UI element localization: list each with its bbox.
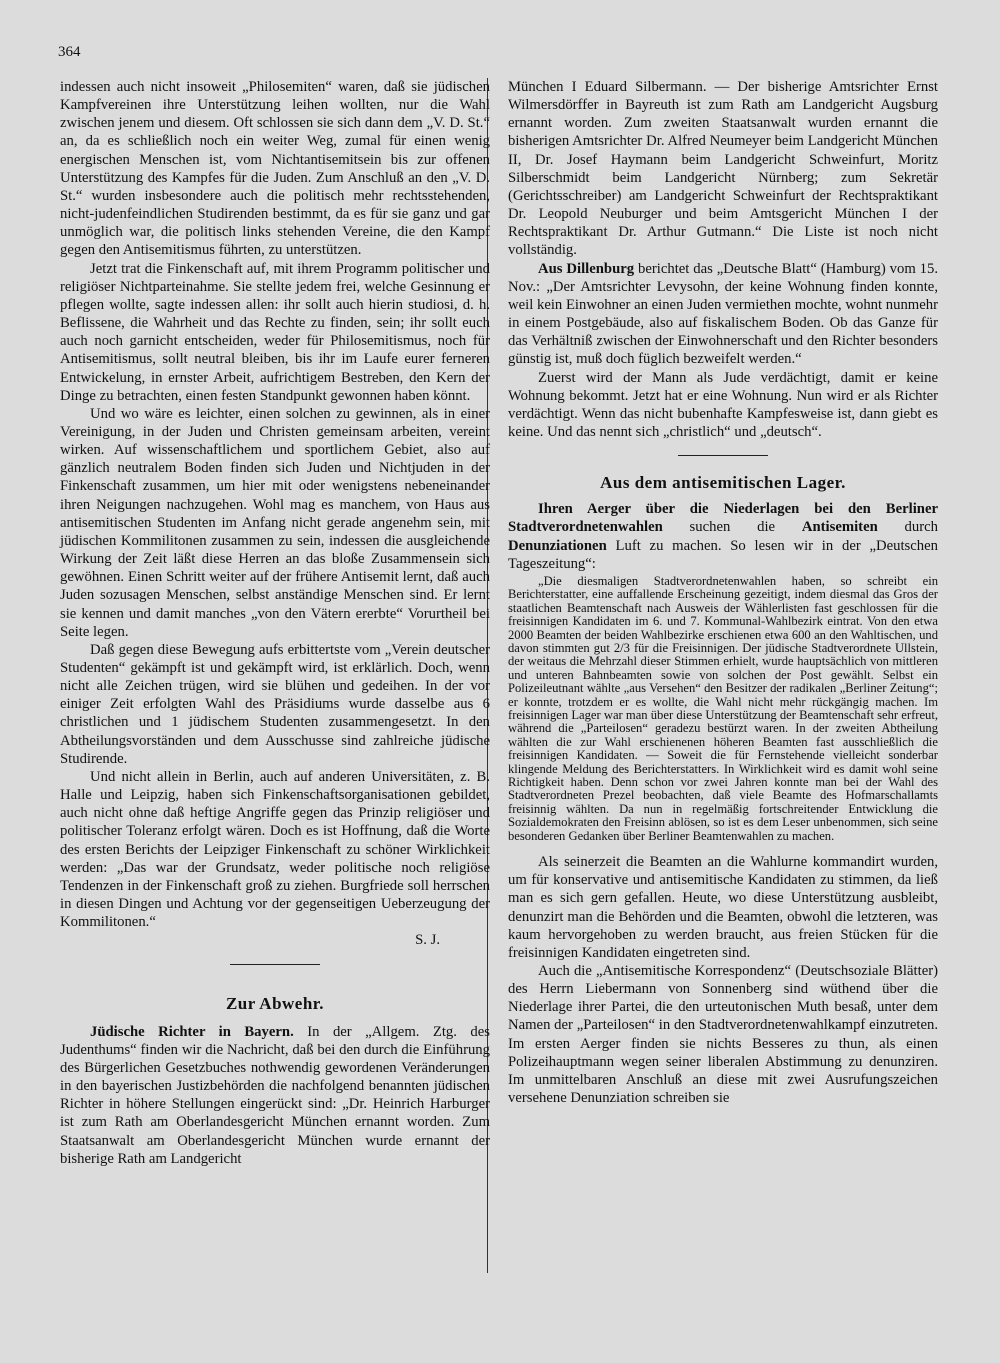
text-run-bold: Denunziationen bbox=[508, 537, 607, 554]
left-column bbox=[60, 78, 490, 1168]
paragraph: indessen auch nicht insoweit „Philosemiten“ waren, daß sie jüdischen Kampfvereinen ihre Unterstützung leihen wollten, nur die Wahl zwischen jenem und diesem. Oft schlossen sie sich dann dem „V. D. St.“ an, da es schließlich noch ein weiter Weg, zumal für einen wenig energischen Menschen ist, vom Nichtantisemitsein bis zur offenen Unterstützung des Kampfes für die Juden. Zum Anschluß an den „V. D. St.“ wurden insbesondere auch die politisch mehr rechtsstehenden, nicht-judenfeindlichen Studirenden bestimmt, da es für sie ganz und gar unmöglich war, die politisch links stehenden Vereine, die den Kampf gegen den Antisemitismus führten, zu unterstützen. bbox=[60, 79, 490, 259]
quotation: „Die diesmaligen Stadtverordnetenwahlen haben, so schreibt ein Berichterstatter, eine auffallende Erscheinung gezeitigt, indem diesmal das Gros der staatlichen Beamtenschaft nach Ausweis der Wählerlisten fast geschlossen für die freisinnigen Kandidaten im 6. und 7. Kommunal-Wahlbezirk eintrat. Von den etwa 2000 Beamten der beiden Wahlbezirke erschienen etwa 600 an den Wahltischen, und davon stimmten gut 2/3 für die Freisinnigen. Der jüdische Stadtverordnete Ullstein, der weitaus die Mehrzahl dieser Stimmen erhielt, wurde hauptsächlich von mittleren und unteren Bahnbeamten sowie von solchen der Post gewählt. Selbst ein Polizeileutnant wählte „aus Versehen“ den Besitzer der radikalen „Berliner Zeitung“; er konnte, trotzdem er es wollte, die Wahl nicht mehr rückgängig machen. Im freisinnigen Lager war man über diese Unterstützung der Beamtenschaft sehr erfreut, während die „Parteilosen“ geradezu bestürzt waren. In der zweiten Abtheilung wählten die zur Wahl erschienenen höheren Beamten fast ausschließlich die freisinnigen Kandidaten. — Soweit die für Fernstehende vielleicht sonderbar klingende Meldung des Berichterstatters. In Wirklichkeit wird es damit wohl seine Richtigkeit haben. Denn schon vor zwei Jahren konnte man bei der Wahl des Stadtverordneten Prezel beobachten, daß viele Beamte des Hofmarschallamts freisinnig wählten. Da nun in regelmäßig fortschreitender Entwicklung die Sozialdemokraten den Freisinn ablösen, so ist es dem Leser unbenommen, sich seine besonderen Gedanken über Berliner Beamtenwahlen zu machen. bbox=[508, 573, 938, 843]
text-run: Luft zu machen. So lesen wir in der „Deutschen Tageszeitung“: bbox=[508, 537, 938, 572]
right-column bbox=[508, 78, 938, 1107]
quotation-block bbox=[508, 575, 938, 843]
paragraph: Und nicht allein in Berlin, auch auf anderen Universitäten, z. B. Halle und Leipzig, haben sich Finkenschaftsorganisationen gebildet, auch nicht ohne daß heftige Angriffe gegen das Prinzip religiöser und politischer Toleranz erfolgt wären. Doch es ist Hoffnung, daß die Worte des ersten Berichts der Leipziger Finkenschaft zu schöner Wirklichkeit werden: „Das war der Grundsatz, weder politische noch religiöse Tendenzen in der Finkenschaft groß zu ziehen. Burgfriede soll herrschen in diesen Dingen und Achtung vor der gegenseitigen Ueberzeugung der Kommilitonen.“ bbox=[60, 768, 490, 931]
article-lead: Ihren Aerger über die Niederlagen bei den Berliner Stadtverordnetenwahlen bbox=[508, 501, 938, 536]
text-run: suchen die bbox=[662, 519, 802, 536]
article-lead: Aus Dillenburg bbox=[538, 260, 635, 277]
text-run: durch bbox=[877, 519, 938, 536]
paragraph: In der „Allgem. Ztg. des Judenthums“ finden wir die Nachricht, daß bei den durch die Einführung des Bürgerlichen Gesetzbuches nothwendig gewordenen Veränderungen in den bayerischen Justizbehörden die nachfolgend benannten jüdischen Richter in höhere Stellungen eingerückt sind: „Dr. Heinrich Harburger ist zum Rath am Oberlandesgericht München ernannt worden. Zum Staatsanwalt am Oberlandesgericht München wurde ernannt der bisherige Rath am Landgericht bbox=[60, 1023, 490, 1167]
section-heading: Aus dem antisemitischen Lager. bbox=[600, 473, 846, 493]
text-run-bold: Antisemiten bbox=[801, 519, 878, 536]
paragraph: Und wo wäre es leichter, einen solchen zu gewinnen, als in einer Vereinigung, in der Juden und Christen gemeinsam arbeiten, vereint wirken. Auf wissenschaftlichem und sportlichem Gebiet, also auf gänzlich neutralem Boden finden sich Juden und Nichtjuden in der Finkenschaft zusammen, um hier mit oder wenigstens nebeneinander ihren Neigungen nachzugehen. Wohl mag es manchem, von Haus aus antisemitischen Studenten im Anfang nicht gerade angenehm sein, mit jüdischen Kommilitonen zusammen zu sein, indessen die ausgleichende Wirkung der Zeit läßt diese Herren an das bloße Zusammensein sich gewöhnen. Einen Schritt weiter auf der frühere Antisemit lernt, daß auch Juden sozusagen Menschen, selbst anständige Menschen sind. Er lernt sie kennen und damit manches „von den Vätern ererbte“ Vorurtheil bei Seite legen. bbox=[60, 405, 490, 640]
paragraph: Als seinerzeit die Beamten an die Wahlurne kommandirt wurden, um für konservative und antisemitische Kandidaten zu stimmen, da ließ man es sich gern gefallen. Heute, wo diese Unterstützung ausbleibt, denunzirt man die Behörden und die Beamten, obwohl die letzteren, was kaum hervorgehoben zu werden braucht, aus freien Stücken für die freisinnigen Kandidaten eingetreten sind. bbox=[508, 854, 938, 961]
page-number: 364 bbox=[58, 44, 81, 60]
article-subheading: Jüdische Richter in Bayern. bbox=[90, 1023, 294, 1040]
section-divider bbox=[230, 964, 320, 965]
article-signature: S. J. bbox=[415, 932, 440, 949]
paragraph: München I Eduard Silbermann. — Der bisherige Amtsrichter Ernst Wilmersdörffer in Bayreuth ist zum Rath am Landgericht Augsburg ernannt worden. Zum zweiten Staatsanwalt wurden ernannt die bisherigen Amtsrichter Dr. Alfred Neumeyer beim Landgericht München II, Dr. Josef Haymann beim Landgericht Schweinfurt, Moritz Silberschmidt beim Landgericht Nürnberg; zum Sekretär (Gerichtsschreiber) am Landgericht Schweinfurt der Rechtspraktikant Dr. Leopold Neuburger und beim Amtsgericht München I der Rechtspraktikant Dr. Arthur Gutmann.“ Die Liste ist noch nicht vollständig. bbox=[508, 79, 938, 259]
paragraph: Auch die „Antisemitische Korrespondenz“ (Deutschsoziale Blätter) des Herrn Liebermann von Sonnenberg sind wüthend über die Niederlage ihrer Partei, die den urteutonischen Muth besaß, unter dem Namen der „Parteilosen“ in den Stadtverordnetenwahlkampf einzutreten. Im ersten Aerger finden sie nichts Besseres zu thun, als einen Polizeihauptmann wegen seiner liberalen Abstimmung zu denunziren. Im unmittelbaren Anschluß an diese mit zwei Ausrufungszeichen versehene Denunziation schreiben sie bbox=[508, 962, 938, 1107]
paragraph: Jetzt trat die Finkenschaft auf, mit ihrem Programm politischer und religiöser Nichtparteinahme. Sie stellte jedem frei, welche Gesinnung er pflegen wollte, sagte indessen allen: ihr sollt auch hierin studiosi, d. h. Beflissene, die Wahrheit und das Rechte zu finden, sein; ihr sollt euch auch noch garnicht entscheiden, weder für Philosemitismus, noch für Antisemitismus, sollt neutral bleiben, bis ihr im Laufe eurer ferneren Entwickelung, in ernster Arbeit, aufrichtigem Bestreben, den Kern der Dinge zu betrachten, einen festen Standpunkt gewonnen haben könnt. bbox=[60, 260, 490, 404]
section-heading: Zur Abwehr. bbox=[225, 993, 325, 1013]
paragraph: berichtet das „Deutsche Blatt“ (Hamburg) vom 15. Nov.: „Der Amtsrichter Levysohn, der keine Wohnung finden konnte, weil kein Einwohner an einen Juden vermiethen mochte, wohnt nunmehr in einem Postgebäude, also auf fiskalischem Boden. Ob das Ganze für das Verhältniß zwischen der Einwohnerschaft und den Richter besonders günstig ist, muß doch füglich bezweifelt werden.“ bbox=[508, 260, 938, 368]
paragraph: Daß gegen diese Bewegung aufs erbittertste vom „Verein deutscher Studenten“ gekämpft ist und gekämpft wird, ist erklärlich. Doch, wenn nicht alle Zeichen trügen, wird sie blühen und gedeihen. In der vor einiger Zeit erfolgten Wahl des Präsidiums wurde dasselbe aus 6 christlichen und 1 jüdischem Studenten zusammengesetzt. In den Abtheilungsvorständen und dem Ausschusse sind zahlreiche jüdische Studirende. bbox=[60, 641, 490, 767]
section-divider bbox=[678, 455, 768, 456]
paragraph: Zuerst wird der Mann als Jude verdächtigt, damit er keine Wohnung bekommt. Jetzt hat er eine Wohnung. Nun wird er als Richter verdächtigt. Wenn das nicht bubenhafte Kampfesweise ist, dann giebt es keine. Und das nennt sich „christlich“ und „deutsch“. bbox=[508, 369, 938, 440]
